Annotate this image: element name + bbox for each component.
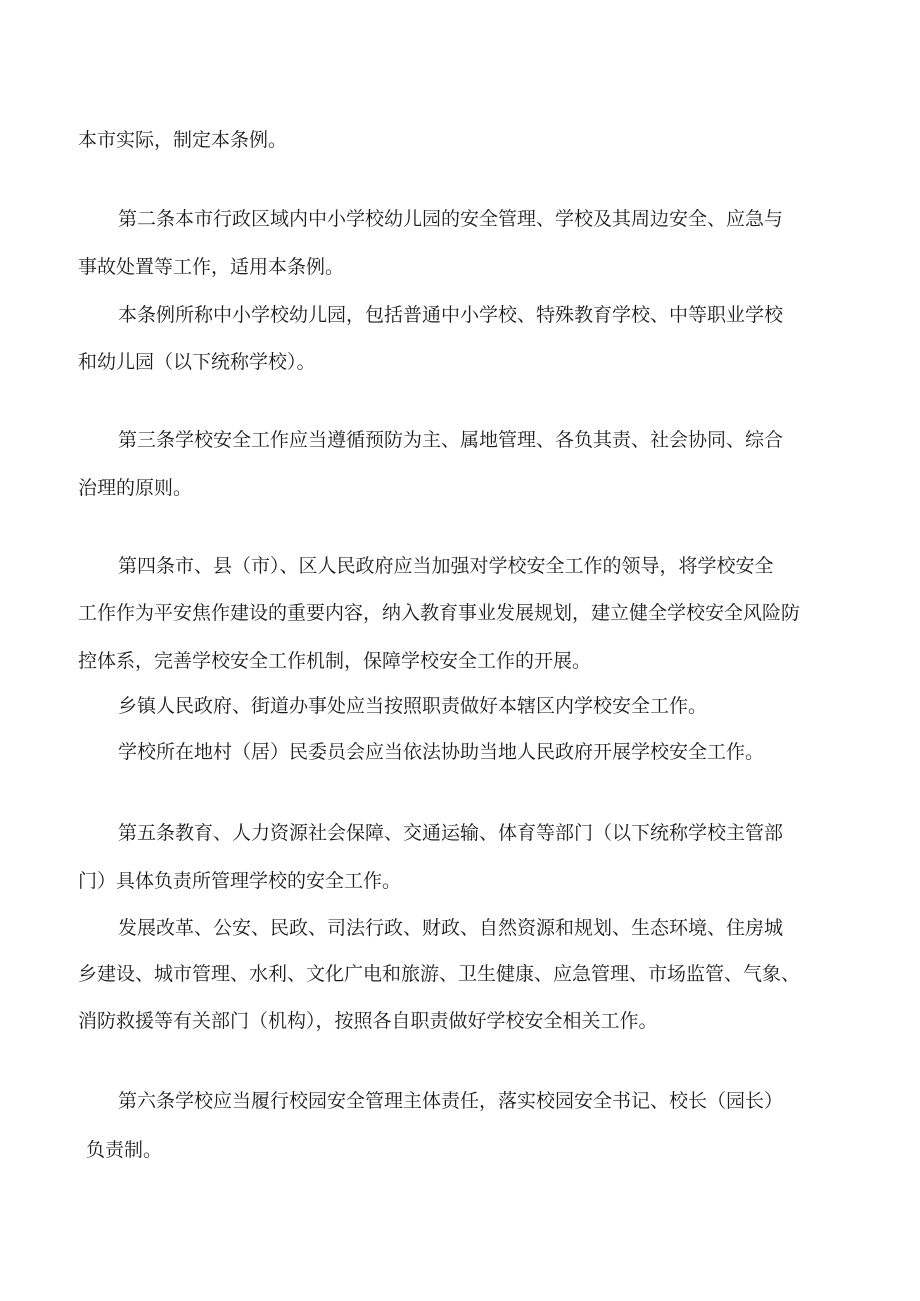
- text-line: 工作作为平安焦作建设的重要内容，纳入教育事业发展规划，建立健全学校安全风险防: [78, 602, 801, 624]
- text-line: 和幼儿园（以下统称学校）。: [78, 351, 316, 373]
- text-line: 消防救援等有关部门（机构），按照各自职责做好学校安全相关工作。: [78, 1010, 658, 1032]
- text-line: 本条例所称中小学校幼儿园，包括普通中小学校、特殊教育学校、中等职业学校: [118, 304, 784, 326]
- text-line: 治理的原则。: [78, 477, 193, 499]
- text-line: 控体系，完善学校安全工作机制，保障学校安全工作的开展。: [78, 650, 592, 672]
- article-5-heading-line: 第五条教育、人力资源社会保障、交通运输、体育等部门（以下统称学校主管部: [118, 822, 784, 844]
- article-2-heading-line: 第二条本市行政区域内中小学校幼儿园的安全管理、学校及其周边安全、应急与: [118, 208, 784, 230]
- text-line: 事故处置等工作，适用本条例。: [78, 256, 345, 278]
- text-line: 学校所在地村（居）民委员会应当依法协助当地人民政府开展学校安全工作。: [118, 741, 765, 763]
- text-line: 本市实际，制定本条例。: [78, 129, 288, 151]
- text-line: 乡镇人民政府、街道办事处应当按照职责做好本辖区内学校安全工作。: [118, 695, 708, 717]
- article-6-heading-line: 第六条学校应当履行校园安全管理主体责任，落实校园安全书记、校长（园长）: [118, 1090, 784, 1112]
- article-4-heading-line: 第四条市、县（市）、区人民政府应当加强对学校安全工作的领导，将学校安全: [118, 555, 774, 577]
- text-line: 门）具体负责所管理学校的安全工作。: [78, 870, 402, 892]
- text-line: 发展改革、公安、民政、司法行政、财政、自然资源和规划、生态环境、住房城: [118, 917, 784, 939]
- article-3-heading-line: 第三条学校安全工作应当遵循预防为主、属地管理、各负其责、社会协同、综合: [118, 429, 784, 451]
- text-line: 负责制。: [86, 1139, 163, 1161]
- text-line: 乡建设、城市管理、水利、文化广电和旅游、卫生健康、应急管理、市场监管、气象、: [78, 963, 801, 985]
